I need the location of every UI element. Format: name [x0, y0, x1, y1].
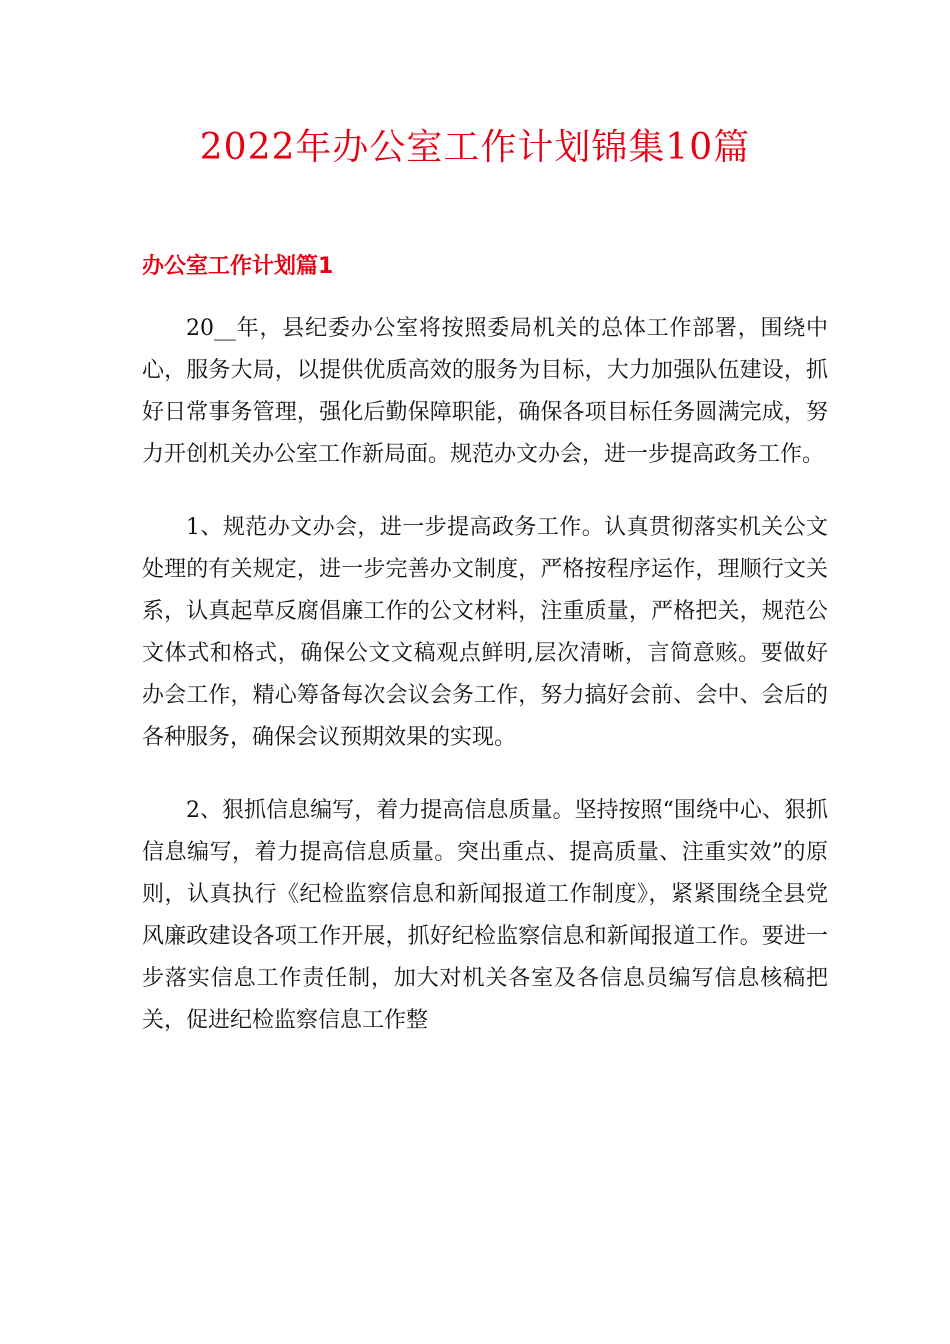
paragraph-item-2: 2、狠抓信息编写，着力提高信息质量。坚持按照“围绕中心、狠抓信息编写，着力提高信息质量。突出重点、提高质量、注重实效”的原则，认真执行《纪检监察信息和新闻报道工作制度》，紧紧围绕全县党风廉政建设各项工作开展，抓好纪检监察信息和新闻报道工作。要进一步落实信息工作责任制，加大对机关各室及各信息员编写信息核稿把关，促进纪检监察信息工作整 [142, 798, 828, 1033]
document-body [142, 308, 828, 1073]
document-title: 2022年办公室工作计划锦集10篇 [199, 127, 751, 168]
section-heading: 办公室工作计划篇1 [142, 254, 334, 279]
paragraph-item-1: 1、规范办文办会，进一步提高政务工作。认真贯彻落实机关公文处理的有关规定，进一步完善办文制度，严格按程序运作，理顺行文关系，认真起草反腐倡廉工作的公文材料，注重质量，严格把关，规范公文体式和格式，确保公文文稿观点鲜明,层次清晰，言简意赅。要做好办会工作，精心筹备每次会议会务工作，努力搞好会前、会中、会后的各种服务，确保会议预期效果的实现。 [142, 515, 828, 750]
paragraph-intro: 20__年，县纪委办公室将按照委局机关的总体工作部署，围绕中心，服务大局，以提供优质高效的服务为目标，大力加强队伍建设，抓好日常事务管理，强化后勤保障职能，确保各项目标任务圆满完成，努力开创机关办公室工作新局面。规范办文办会，进一步提高政务工作。 [142, 316, 828, 467]
